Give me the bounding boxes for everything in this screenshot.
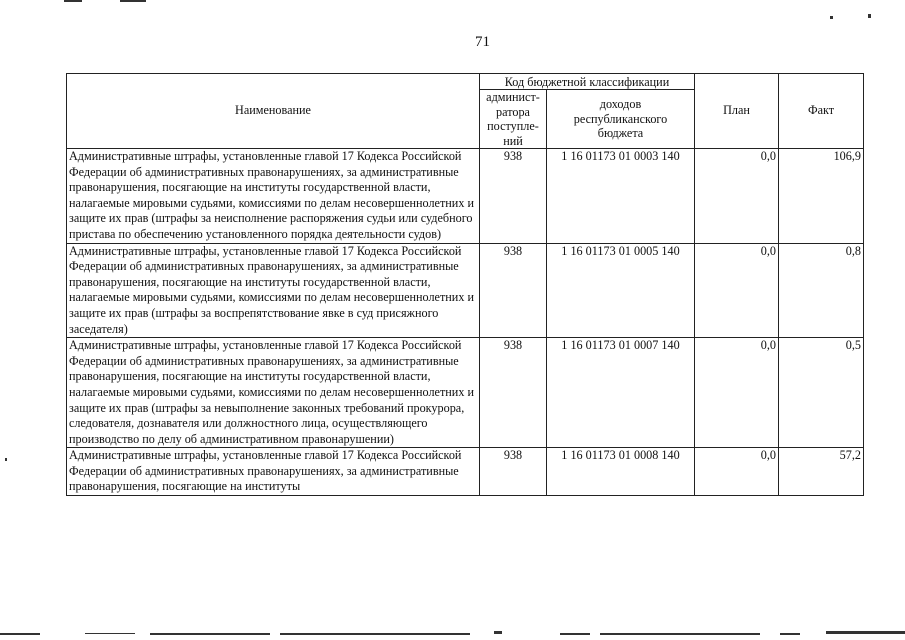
header-fact: Факт	[779, 74, 864, 149]
row-plan: 0,0	[695, 448, 779, 496]
row-name: Административные штрафы, установленные главой 17 Кодекса Российской Федерации об административных правонарушениях, за административные правонарушения, посягающие на институты государственной власти, налагаемые мировыми судьями, комиссиями по делам несовершеннолетних и защите их прав (штрафы за невыполнение законных требований прокурора, следователя, дознавателя или должностного лица, осуществляющего производство по делу об административном правонарушении)	[67, 338, 480, 448]
header-administrator: админист- ратора поступле- ний	[480, 90, 547, 149]
row-plan: 0,0	[695, 243, 779, 338]
header-budget-classification-code: Код бюджетной классификации	[480, 74, 695, 90]
row-plan: 0,0	[695, 149, 779, 244]
row-revenue-code: 1 16 01173 01 0005 140	[547, 243, 695, 338]
page-number: 71	[475, 34, 490, 50]
row-administrator-code: 938	[480, 149, 547, 244]
header-name: Наименование	[67, 74, 480, 149]
header-plan: План	[695, 74, 779, 149]
table-row	[67, 243, 864, 338]
row-fact: 0,8	[779, 243, 864, 338]
header-republican-budget-revenues: доходов республиканского бюджета	[547, 90, 695, 149]
row-name: Административные штрафы, установленные главой 17 Кодекса Российской Федерации об административных правонарушениях, за административные правонарушения, посягающие на институты государственной власти, налагаемые мировыми судьями, комиссиями по делам несовершеннолетних и защите их прав (штрафы за неисполнение распоряжения судьи или судебного пристава по обеспечению установленного порядка деятельности судов)	[67, 149, 480, 244]
table-row	[67, 338, 864, 448]
row-revenue-code: 1 16 01173 01 0007 140	[547, 338, 695, 448]
row-fact: 0,5	[779, 338, 864, 448]
table-row	[67, 448, 864, 496]
row-fact: 57,2	[779, 448, 864, 496]
row-name: Административные штрафы, установленные главой 17 Кодекса Российской Федерации об административных правонарушениях, за административные правонарушения, посягающие на институты	[67, 448, 480, 496]
row-administrator-code: 938	[480, 338, 547, 448]
row-plan: 0,0	[695, 338, 779, 448]
row-administrator-code: 938	[480, 448, 547, 496]
row-fact: 106,9	[779, 149, 864, 244]
budget-revenue-table	[66, 73, 864, 496]
row-revenue-code: 1 16 01173 01 0003 140	[547, 149, 695, 244]
row-name: Административные штрафы, установленные главой 17 Кодекса Российской Федерации об административных правонарушениях, за административные правонарушения, посягающие на институты государственной власти, налагаемые мировыми судьями, комиссиями по делам несовершеннолетних и защите их прав (штрафы за воспрепятствование явке в суд присяжного заседателя)	[67, 243, 480, 338]
table-row	[67, 149, 864, 244]
row-revenue-code: 1 16 01173 01 0008 140	[547, 448, 695, 496]
row-administrator-code: 938	[480, 243, 547, 338]
